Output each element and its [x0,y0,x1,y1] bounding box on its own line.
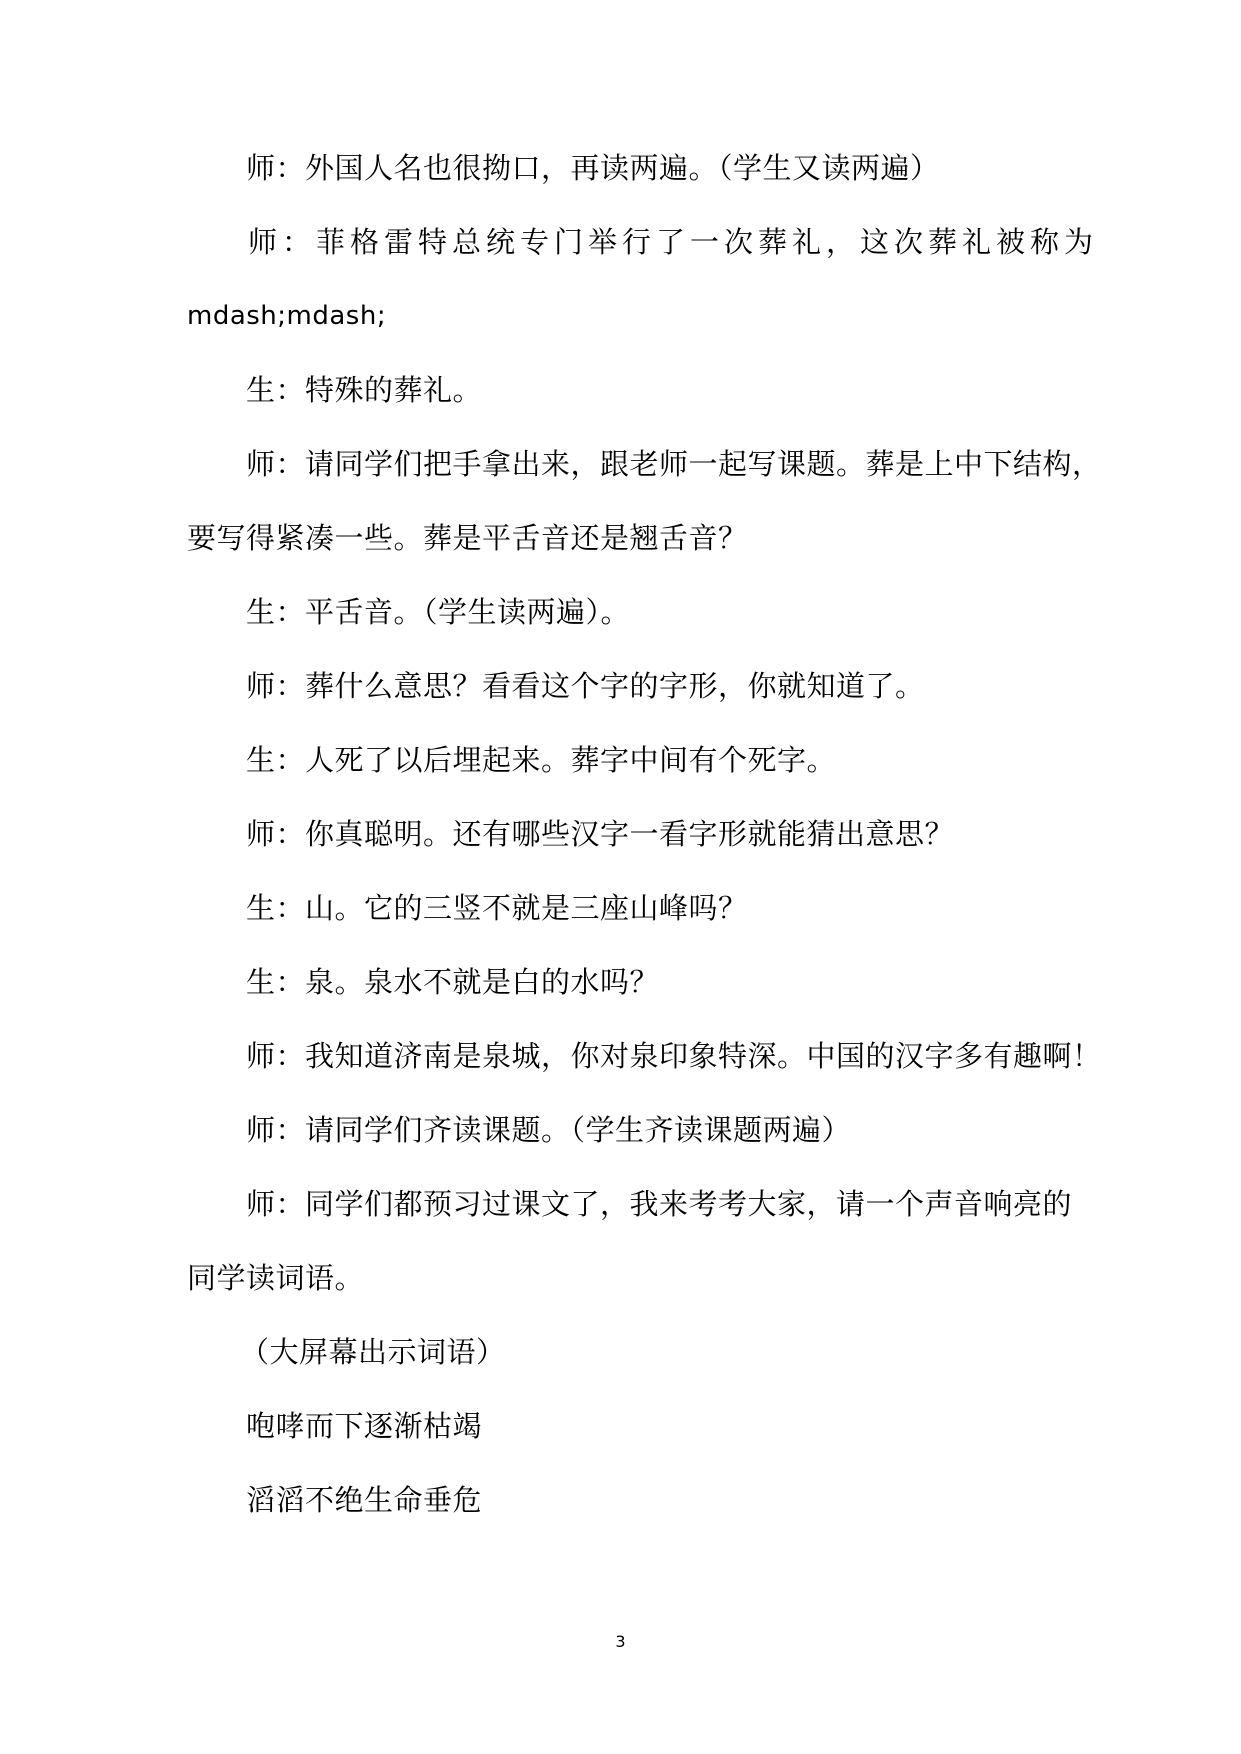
paragraph-line-6: 要写得紧凑一些。葬是平舌音还是翘舌音？ [187,521,748,555]
paragraph-line-18: 咆哮而下逐渐枯竭 [246,1409,483,1443]
paragraph-line-12: 生：泉。泉水不就是白的水吗？ [246,965,660,999]
paragraph-line-7: 生：平舌音。（学生读两遍）。 [246,595,631,629]
paragraph-line-10: 师：你真聪明。还有哪些汉字一看字形就能猜出意思？ [246,817,955,851]
paragraph-line-11: 生：山。它的三竖不就是三座山峰吗？ [246,891,748,925]
paragraph-line-13: 师：我知道济南是泉城，你对泉印象特深。中国的汉字多有趣啊！ [246,1039,1102,1073]
paragraph-line-2: 师：菲格雷特总统专门举行了一次葬礼，这次葬礼被称为 [248,225,1099,259]
paragraph-line-3: mdash;mdash; [187,301,387,331]
paragraph-line-16: 同学读词语。 [187,1261,365,1295]
paragraph-line-5: 师：请同学们把手拿出来，跟老师一起写课题。葬是上中下结构， [246,447,1102,481]
page-number: 3 [615,1632,626,1651]
paragraph-line-1: 师：外国人名也很拗口，再读两遍。（学生又读两遍） [246,151,940,185]
paragraph-line-15: 师：同学们都预习过课文了，我来考考大家，请一个声音响亮的 [246,1187,1073,1221]
paragraph-line-14: 师：请同学们齐读课题。（学生齐读课题两遍） [246,1113,852,1147]
paragraph-line-4: 生：特殊的葬礼。 [246,373,483,407]
paragraph-line-17: （大屏幕出示词语） [240,1335,506,1369]
paragraph-line-19: 滔滔不绝生命垂危 [246,1483,483,1517]
paragraph-line-8: 师：葬什么意思？看看这个字的字形，你就知道了。 [246,669,925,703]
paragraph-line-9: 生：人死了以后埋起来。葬字中间有个死字。 [246,743,837,777]
